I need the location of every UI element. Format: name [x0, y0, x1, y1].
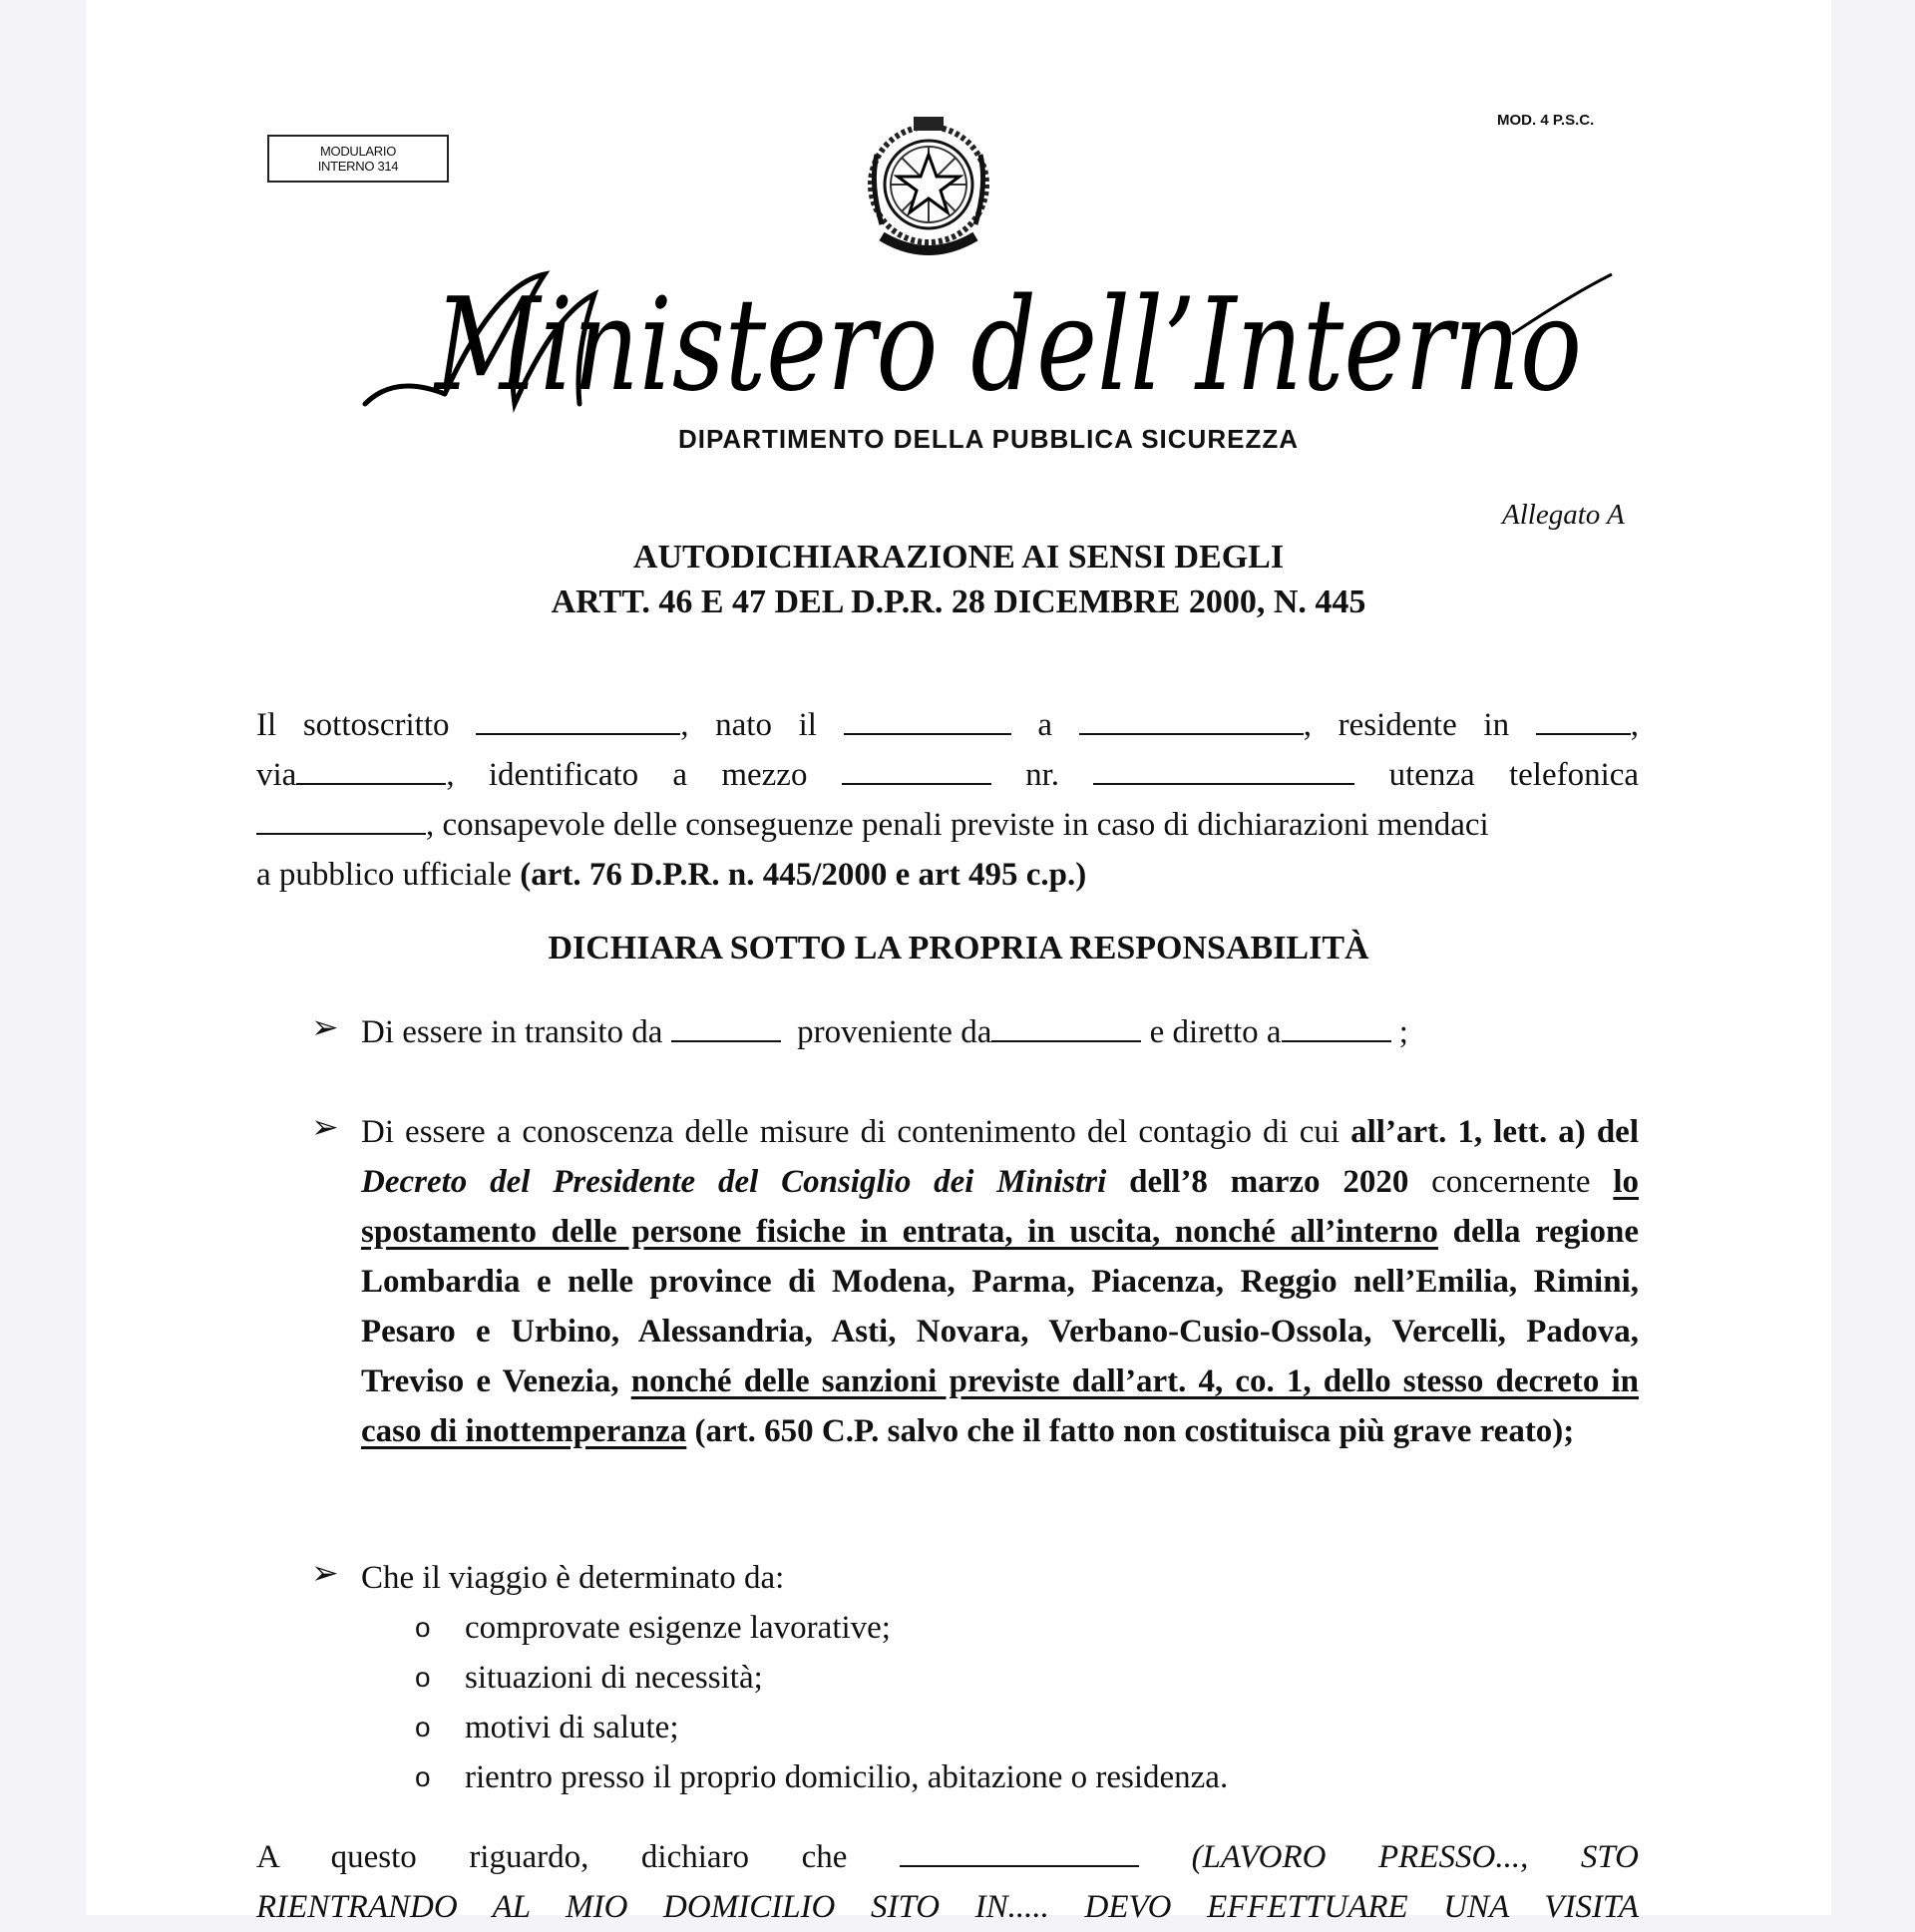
transit-statement	[361, 1007, 1639, 1057]
awareness-bold: all’art. 1, lett. a) del	[1350, 1114, 1639, 1150]
penal-code-reference: (art. 650 C.P. salvo che il fatto non costituisca più grave reato);	[686, 1413, 1575, 1449]
reason-label: motivi di salute;	[465, 1710, 679, 1745]
id-document-field[interactable]	[842, 753, 991, 785]
legal-reference: (art. 76 D.P.R. n. 445/2000 e art 495 c.p.)	[520, 857, 1087, 893]
circle-bullet-icon: o	[415, 1662, 431, 1693]
intro-text: Il sottoscritto	[256, 707, 450, 743]
id-number-field[interactable]	[1093, 753, 1354, 785]
circle-bullet-icon: o	[415, 1761, 431, 1792]
closing-text: A questo riguardo, dichiaro che	[256, 1839, 848, 1875]
intro-text: utenza telefonica	[1388, 757, 1640, 793]
intro-text: a pubblico ufficiale	[256, 857, 521, 893]
closing-example: (LAVORO PRESSO...,	[1191, 1839, 1529, 1875]
transit-text: e diretto a	[1149, 1014, 1282, 1050]
decree-name: Decreto del Presidente del Consiglio dei Ministri	[361, 1164, 1107, 1200]
awareness-text: Di essere a conoscenza delle misure di contenimento del contagio di cui	[361, 1114, 1351, 1150]
ministry-script-text: Ministero dell’Interno	[433, 271, 1583, 420]
mod-code: MOD. 4 P.S.C.	[1497, 112, 1595, 129]
transit-text: Di essere in transito da	[361, 1014, 663, 1050]
birth-place-field[interactable]	[1079, 703, 1304, 735]
closing-line-2: RIENTRANDO AL MIO DOMICILIO SITO IN..... DEVO EFFETTUARE UNA VISITA	[256, 1889, 1639, 1925]
awareness-bold: dell’8 marzo 2020	[1106, 1164, 1409, 1200]
allegato-label: Allegato A	[1502, 499, 1625, 531]
reason-label: comprovate esigenze lavorative;	[465, 1610, 891, 1646]
arrow-bullet-icon: ➢	[311, 1556, 339, 1592]
intro-text: , residente in	[1303, 707, 1510, 743]
modulario-line1: MODULARIO	[319, 144, 397, 159]
document-page	[86, 0, 1831, 1925]
circle-bullet-icon: o	[415, 1712, 431, 1742]
reason-label: rientro presso il proprio domicilio, abitazione o residenza.	[465, 1759, 1229, 1795]
intro-text: , identificato a mezzo	[446, 757, 808, 793]
intro-text: a	[1037, 707, 1053, 743]
title-line-2: ARTT. 46 E 47 DEL D.P.R. 28 DICEMBRE 2000, N. 445	[551, 583, 1366, 620]
list-item[interactable]	[415, 1653, 1228, 1703]
sanctions-clause: nonché delle sanzioni previste dall’art. 4, co. 1, dello stesso decreto in caso di inottemperanza	[361, 1363, 1639, 1449]
movement-clause: lo spostamento delle persone fisiche in entrata, in uscita, nonché all’interno	[361, 1164, 1640, 1250]
residence-field[interactable]	[1536, 703, 1631, 735]
travel-reason-intro: Che il viaggio è determinato da:	[361, 1560, 785, 1596]
republic-emblem	[862, 115, 996, 264]
ministry-script-title	[355, 254, 1632, 424]
transit-text: ;	[1398, 1014, 1408, 1050]
modulario-box	[267, 135, 449, 183]
title-line-1: AUTODICHIARAZIONE AI SENSI DEGLI	[632, 539, 1285, 576]
modulario-line2: INTERNO 314	[317, 159, 399, 174]
birth-date-field[interactable]	[844, 703, 1011, 735]
intro-text: nr.	[1025, 757, 1059, 793]
list-item[interactable]	[415, 1752, 1228, 1802]
intro-line-2	[256, 750, 1639, 800]
transit-field[interactable]	[671, 1010, 781, 1042]
reason-detail-field[interactable]	[900, 1835, 1139, 1867]
street-field[interactable]	[296, 753, 446, 785]
intro-text: , consapevole delle conseguenze penali previste in caso di dichiarazioni mendaci	[426, 807, 1489, 843]
intro-line-3	[256, 800, 1639, 850]
name-field[interactable]	[476, 703, 680, 735]
list-item[interactable]	[415, 1603, 1228, 1653]
list-item[interactable]	[415, 1703, 1228, 1752]
intro-text: via	[256, 757, 297, 793]
arrow-bullet-icon: ➢	[311, 1110, 339, 1146]
regions-list: della regione Lombardia e nelle province di Modena, Parma, Piacenza, Reggio nell’Emilia, Rimini, Pesaro e Urbino, Alessandria, Asti, Novara, Verbano-Cusio-Ossola, Vercelli, Padova, Treviso e Venezia,	[361, 1214, 1640, 1399]
intro-line-1	[256, 700, 1639, 750]
transit-text: proveniente da	[797, 1014, 992, 1050]
declares-heading: DICHIARA SOTTO LA PROPRIA RESPONSABILITÀ	[548, 930, 1369, 966]
intro-text: , nato il	[680, 707, 817, 743]
travel-reasons-list	[415, 1603, 1228, 1802]
department-name: DIPARTIMENTO DELLA PUBBLICA SICUREZZA	[678, 424, 1299, 454]
circle-bullet-icon: o	[415, 1612, 431, 1643]
awareness-statement	[361, 1107, 1639, 1456]
intro-line-4	[256, 850, 1639, 900]
destination-field[interactable]	[1282, 1010, 1391, 1042]
arrow-bullet-icon: ➢	[311, 1010, 339, 1046]
awareness-text: concernente	[1408, 1164, 1614, 1200]
closing-example: STO	[1580, 1839, 1639, 1875]
closing-line-1	[256, 1832, 1639, 1882]
reason-label: situazioni di necessità;	[465, 1660, 763, 1696]
phone-field[interactable]	[256, 803, 426, 835]
intro-text: ,	[1630, 707, 1640, 743]
origin-field[interactable]	[991, 1010, 1141, 1042]
